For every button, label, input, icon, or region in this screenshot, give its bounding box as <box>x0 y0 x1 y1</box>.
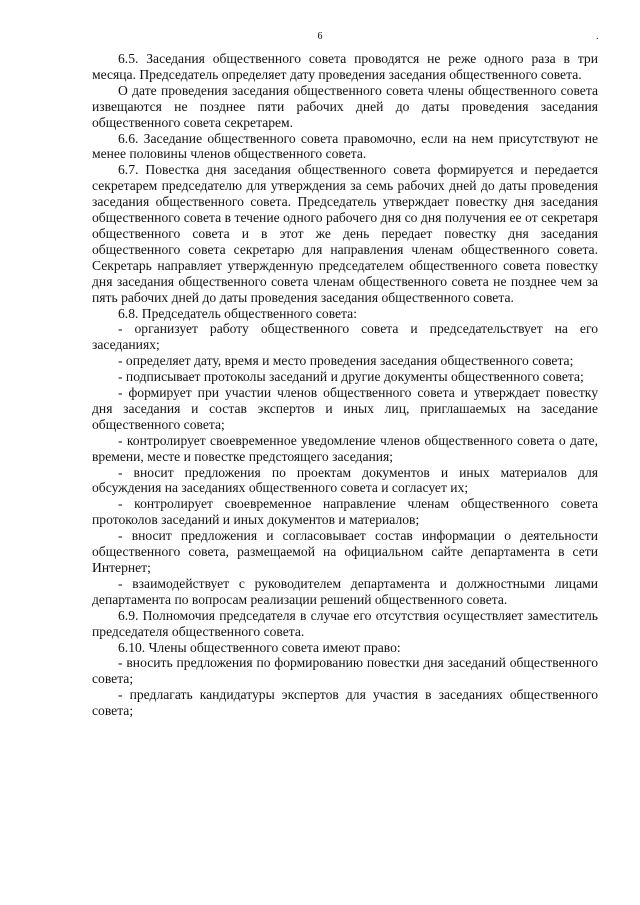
paragraph-6-7: 6.7. Повестка дня заседания общественного совета формируется и передается секретарем председателю для утверждения за семь рабочих дней до даты проведения заседания общественного совета. Председатель утверждает повестку дня заседания общественного совета в течение одного рабочего дня со дня получения ее от секретаря общественного совета и в этот же день передает повестку дня заседания общественного совета секретарю для направления членам общественного совета. Секретарь направляет утвержденную председателем общественного совета повестку дня заседания общественного совета членам общественного совета не позднее чем за пять рабочих дней до даты проведения заседания общественного совета. <box>92 162 598 305</box>
list-item: - вносит предложения и согласовывает состав информации о деятельности общественного совета, размещаемой на официальном сайте департамента в сети Интернет; <box>92 528 598 575</box>
list-item: - организует работу общественного совета и председательствует на его заседаниях; <box>92 321 598 353</box>
list-item: - определяет дату, время и место проведения заседания общественного совета; <box>118 353 574 369</box>
paragraph-6-8: 6.8. Председатель общественного совета: <box>118 305 357 321</box>
paragraph-notification: О дате проведения заседания общественного совета члены общественного совета извещаются не позднее пяти рабочих дней до даты проведения заседания общественного совета секретарем. <box>92 82 598 130</box>
list-item: - предлагать кандидатуры экспертов для участия в заседаниях общественного совета; <box>92 687 598 719</box>
document-body <box>92 51 598 719</box>
list-item: - вносить предложения по формированию повестки дня заседаний общественного совета; <box>92 655 598 687</box>
list-item: - контролирует своевременное уведомление членов общественного совета о дате, времени, месте и повестке предстоящего заседания; <box>92 432 598 464</box>
paragraph-6-10: 6.10. Члены общественного совета имеют право: <box>118 639 401 655</box>
page-number: 6 <box>317 31 323 42</box>
paragraph-6-9: 6.9. Полномочия председателя в случае его отсутствия осуществляет заместитель председателя общественного совета. <box>92 607 598 639</box>
list-item: - контролирует своевременное направление членам общественного совета протоколов заседаний и иных документов и материалов; <box>92 496 598 528</box>
paragraph-6-5: 6.5. Заседания общественного совета проводятся не реже одного раза в три месяца. Председатель определяет дату проведения заседания общественного совета. <box>92 51 598 82</box>
paragraph-6-6: 6.6. Заседание общественного совета правомочно, если на нем присутствуют не менее половины членов общественного совета. <box>92 130 598 162</box>
list-item: - формирует при участии членов общественного совета и утверждает повестку дня заседания и состав экспертов и иных лиц, приглашаемых на заседание общественного совета; <box>92 385 598 432</box>
list-item: - подписывает протоколы заседаний и другие документы общественного совета; <box>118 369 584 385</box>
list-item: - вносит предложения по проектам документов и иных материалов для обсуждения на заседаниях общественного совета и согласует их; <box>92 464 598 496</box>
list-item: - взаимодействует с руководителем департамента и должностными лицами департамента по вопросам реализации решений общественного совета. <box>92 575 598 607</box>
corner-mark: . <box>596 31 599 42</box>
